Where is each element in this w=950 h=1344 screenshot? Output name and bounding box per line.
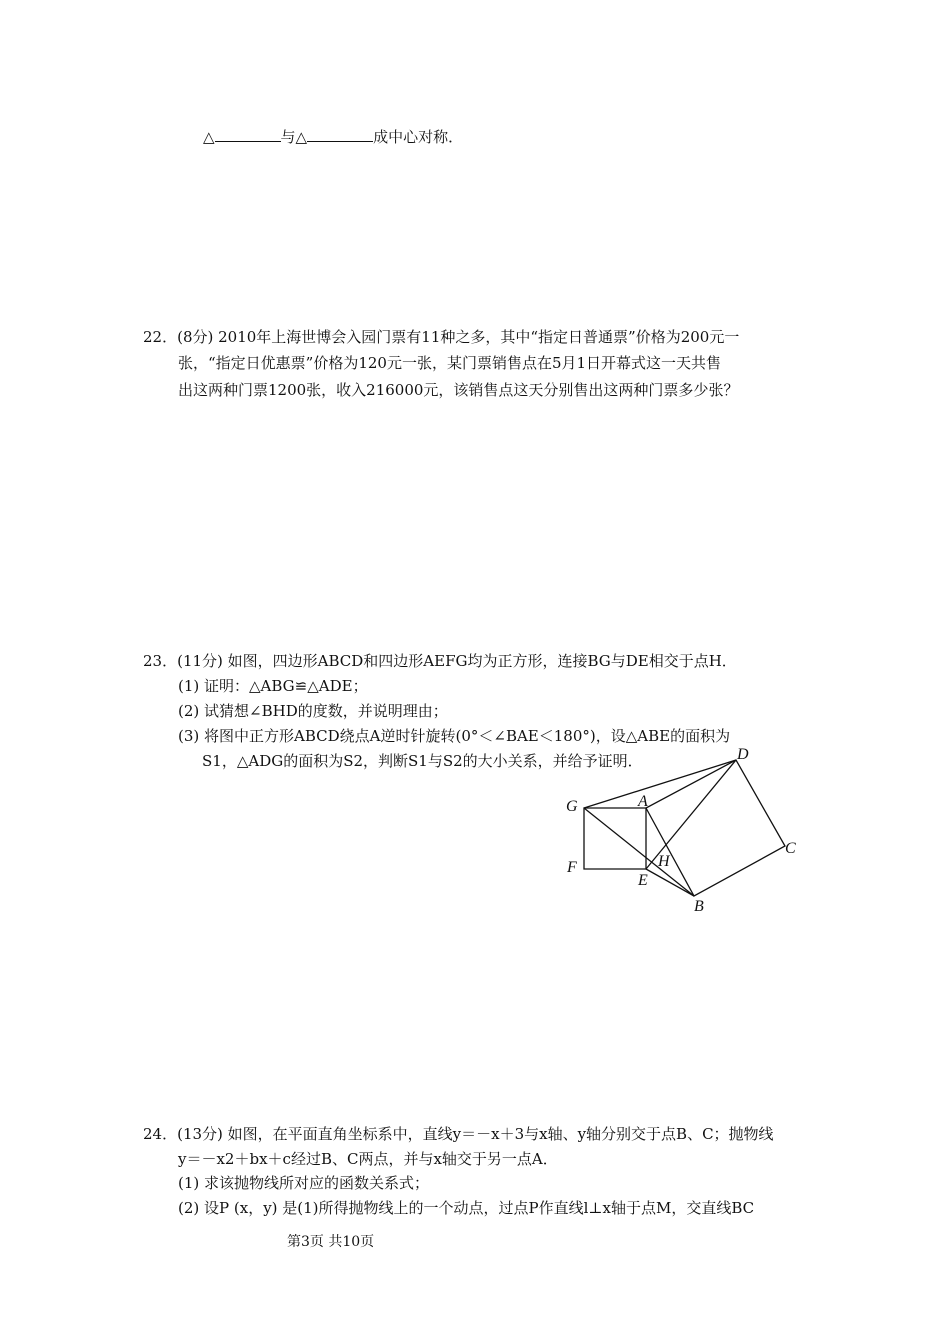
page-footer: 第3页 共10页 xyxy=(287,1234,375,1250)
q24-line-1: 24．(13分) 如图，在平面直角坐标系中，直线y＝－x＋3与x轴、y轴分别交于点B、C；抛物线 xyxy=(143,1125,774,1143)
q22-line-2: 张，“指定日优惠票”价格为120元一张，某门票销售点在5月1日开幕式这一天共售 xyxy=(178,354,722,372)
square-abcd xyxy=(646,760,785,896)
q23-part-2: (2) 试猜想∠BHD的度数，并说明理由； xyxy=(178,702,448,720)
q22-line-3: 出这两种门票1200张，收入216000元，该销售点这天分别售出这两种门票多少张？ xyxy=(178,381,739,399)
label-b: B xyxy=(694,898,704,915)
q23-line-1: 23．(11分) 如图，四边形ABCD和四边形AEFG均为正方形，连接BG与DE相交于点H． xyxy=(143,652,737,670)
q23-part-3-line-1: (3) 将图中正方形ABCD绕点A逆时针旋转(0°＜∠BAE＜180°)，设△ABE的面积为 xyxy=(178,727,731,745)
q23-part-3-line-2: S1，△ADG的面积为S2，判断S1与S2的大小关系，并给予证明． xyxy=(202,752,643,770)
label-f: F xyxy=(567,859,577,876)
label-e: E xyxy=(638,872,648,889)
q22-line-1: 22．(8分) 2010年上海世博会入园门票有11种之多，其中“指定日普通票”价格为200元一 xyxy=(143,328,740,346)
label-c: C xyxy=(785,840,796,857)
ending-text: 成中心对称． xyxy=(373,128,464,146)
label-a: A xyxy=(638,793,648,810)
label-g: G xyxy=(566,798,578,815)
connector-text: 与△ xyxy=(280,128,308,146)
label-d: D xyxy=(737,746,749,763)
q24-part-1: (1) 求该抛物线所对应的函数关系式； xyxy=(178,1174,430,1192)
q24-line-2: y＝－x2＋bx＋c经过B、C两点，并与x轴交于另一点A． xyxy=(178,1150,558,1168)
q23-part-1: (1) 证明：△ABG≌△ADE； xyxy=(178,677,368,695)
triangle-symbol: △ xyxy=(203,128,215,146)
label-h: H xyxy=(658,853,670,870)
q24-part-2: (2) 设P (x，y) 是(1)所得抛物线上的一个动点，过点P作直线l⊥x轴于点M，交直线BC xyxy=(178,1199,755,1217)
square-aefg xyxy=(584,808,646,869)
